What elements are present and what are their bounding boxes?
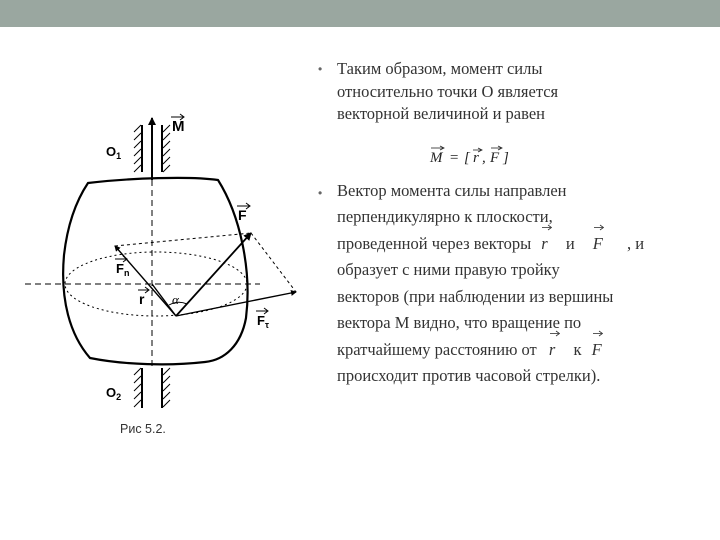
vector-f-symbol: F: [593, 231, 603, 258]
formula-lbracket: [: [464, 149, 470, 166]
formula-f: F: [490, 149, 500, 166]
ftau-label: $F_\tau$: [257, 313, 269, 330]
text-line: векторной величиной и равен: [337, 104, 545, 123]
figure-diagram: [0, 27, 310, 457]
formula-r: r: [473, 149, 479, 166]
lower-bearing: [134, 368, 170, 408]
text-segment: к: [573, 339, 582, 359]
formula-eq: =: [449, 149, 460, 166]
text-line: образует с ними правую тройку: [337, 260, 560, 279]
text-segment: проведенной через векторы: [337, 233, 532, 253]
bullet-icon: •: [318, 185, 323, 200]
alpha-label: α: [172, 292, 179, 307]
r-label: r: [139, 291, 145, 307]
vector-f-symbol: F: [592, 337, 602, 364]
text-line: относительно точки О является: [337, 81, 559, 101]
bullet-icon: •: [318, 62, 323, 76]
text-line: [337, 231, 710, 258]
moment-formula: [318, 126, 710, 174]
text-line: вектора М видно, что вращение по: [337, 313, 582, 332]
text-line: [337, 337, 710, 364]
m-label: M: [172, 118, 185, 135]
body-outline: [63, 178, 247, 364]
formula-m: M: [430, 149, 443, 166]
o2-label: $O_2$: [106, 385, 122, 402]
f-label: F: [238, 207, 247, 223]
text-line: Таким образом, момент силы: [337, 59, 543, 78]
text-segment: и: [565, 233, 575, 253]
vector-r-symbol: r: [549, 337, 555, 364]
text-segment: , и: [627, 233, 645, 253]
text-column: [318, 58, 710, 390]
text-line: Вектор момента силы направлен: [337, 180, 567, 200]
paragraph-moment-definition: [318, 58, 710, 126]
text-line: векторов (при наблюдении из вершины: [337, 286, 614, 306]
formula-rbracket: ]: [503, 149, 509, 166]
o1-label: $O_1$: [106, 144, 122, 161]
text-line: происходит против часовой стрелки).: [337, 366, 601, 385]
vector-r-symbol: r: [541, 231, 547, 258]
fn-label: $F_n$: [116, 261, 130, 278]
top-band: [0, 0, 720, 27]
text-segment: кратчайшему расстоянию от: [337, 339, 537, 359]
formula-comma: ,: [482, 149, 486, 166]
text-line: перпендикулярно к плоскости,: [337, 207, 553, 226]
figure-caption: Рис 5.2.: [120, 422, 166, 436]
paragraph-moment-direction: [318, 178, 710, 390]
